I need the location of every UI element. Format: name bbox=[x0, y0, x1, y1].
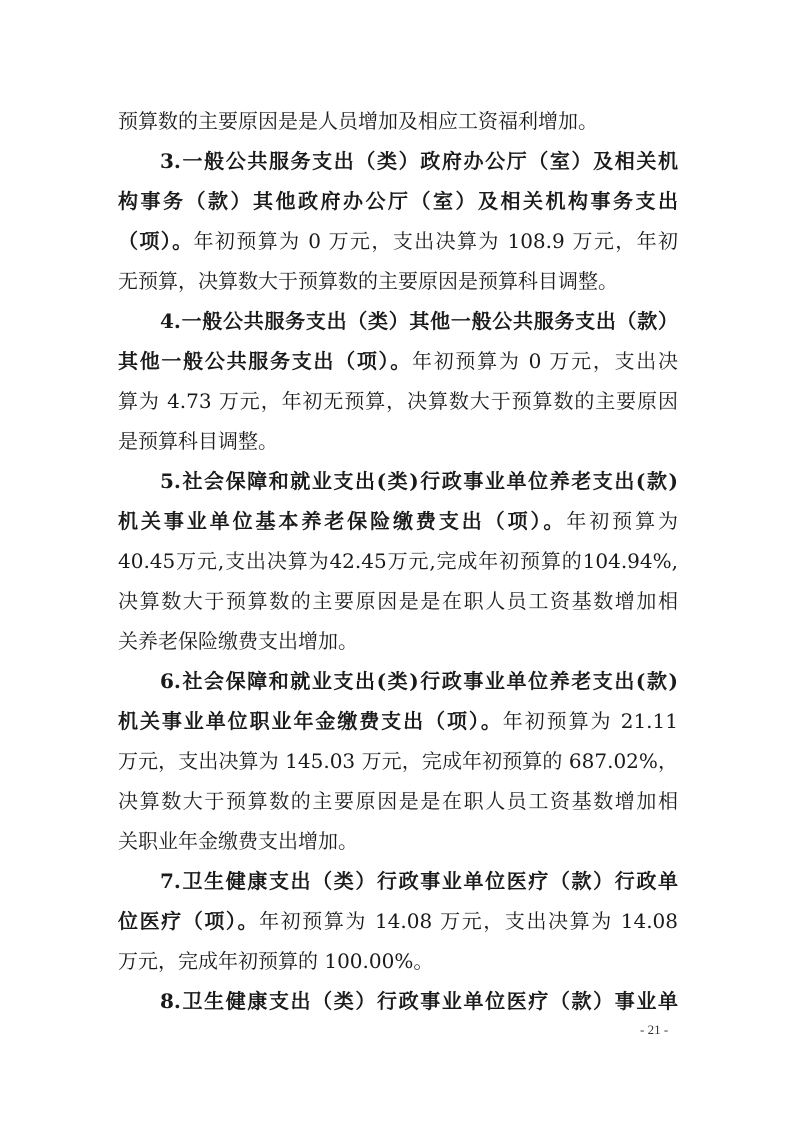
line-text: 决算数大于预算数的主要原因是是在职人员工资基数增加相 bbox=[118, 789, 678, 813]
text-line bbox=[118, 106, 678, 136]
line-text: 决算数大于预算数的主要原因是是在职人员工资基数增加相 bbox=[118, 589, 678, 613]
text-line bbox=[118, 506, 678, 536]
line-text: 关养老保险缴费支出增加。 bbox=[118, 629, 358, 653]
line-bold-text: 8.卫生健康支出（类）行政事业单位医疗（款）事业单 bbox=[160, 989, 678, 1013]
line-text: 万元，完成年初预算的 100.00%。 bbox=[118, 949, 434, 973]
line-bold-text: （项）。 bbox=[118, 229, 194, 253]
line-bold-text: 位医疗（项）。 bbox=[118, 909, 260, 933]
text-line bbox=[118, 626, 678, 656]
heading-line bbox=[160, 986, 678, 1016]
text-line bbox=[118, 386, 678, 416]
line-text: 关职业年金缴费支出增加。 bbox=[118, 829, 358, 853]
line-text: 40.45万元,支出决算为42.45万元,完成年初预算的104.94%, bbox=[118, 549, 678, 573]
text-line bbox=[118, 426, 678, 456]
heading-line bbox=[160, 666, 678, 696]
heading-line bbox=[160, 306, 678, 336]
line-bold-text: 机关事业单位基本养老保险缴费支出（项）。 bbox=[118, 509, 567, 533]
line-bold-text: 5.社会保障和就业支出(类)行政事业单位养老支出(款) bbox=[160, 469, 678, 493]
line-text: 年初预算为 21.11 bbox=[502, 709, 678, 733]
line-text: 年初预算为 bbox=[566, 509, 678, 533]
line-bold-text: 构事务（款）其他政府办公厅（室）及相关机构事务支出 bbox=[118, 189, 678, 213]
text-line bbox=[118, 946, 678, 976]
text-line bbox=[118, 826, 678, 856]
line-bold-text: 机关事业单位职业年金缴费支出（项）。 bbox=[118, 709, 503, 733]
text-line bbox=[118, 786, 678, 816]
text-line bbox=[118, 906, 678, 936]
heading-line bbox=[160, 866, 678, 896]
line-text: 年初预算为 0 万元，支出决 bbox=[412, 349, 678, 373]
heading-line bbox=[118, 186, 678, 216]
line-text: 万元，支出决算为 145.03 万元，完成年初预算的 687.02%， bbox=[118, 749, 678, 773]
line-text: 是预算科目调整。 bbox=[118, 429, 278, 453]
line-text: 年初预算为 0 万元，支出决算为 108.9 万元，年初 bbox=[193, 229, 678, 253]
text-line bbox=[118, 706, 678, 736]
line-bold-text: 7.卫生健康支出（类）行政事业单位医疗（款）行政单 bbox=[160, 869, 678, 893]
line-bold-text: 6.社会保障和就业支出(类)行政事业单位养老支出(款) bbox=[160, 669, 678, 693]
heading-line bbox=[160, 466, 678, 496]
text-line bbox=[118, 586, 678, 616]
text-line bbox=[118, 546, 678, 576]
line-text: 预算数的主要原因是是人员增加及相应工资福利增加。 bbox=[118, 109, 598, 133]
line-bold-text: 4.一般公共服务支出（类）其他一般公共服务支出（款） bbox=[160, 309, 678, 333]
line-text: 无预算，决算数大于预算数的主要原因是预算科目调整。 bbox=[118, 269, 618, 293]
line-text: 算为 4.73 万元，年初无预算，决算数大于预算数的主要原因 bbox=[118, 389, 678, 413]
line-text: 年初预算为 14.08 万元，支出决算为 14.08 bbox=[259, 909, 678, 933]
text-line bbox=[118, 226, 678, 256]
line-bold-text: 3.一般公共服务支出（类）政府办公厅（室）及相关机 bbox=[160, 149, 678, 173]
heading-line bbox=[160, 146, 678, 176]
line-bold-text: 其他一般公共服务支出（项）。 bbox=[118, 349, 412, 373]
text-line bbox=[118, 746, 678, 776]
page-number: - 21 - bbox=[640, 1022, 669, 1037]
text-line bbox=[118, 266, 678, 296]
text-line bbox=[118, 346, 678, 376]
